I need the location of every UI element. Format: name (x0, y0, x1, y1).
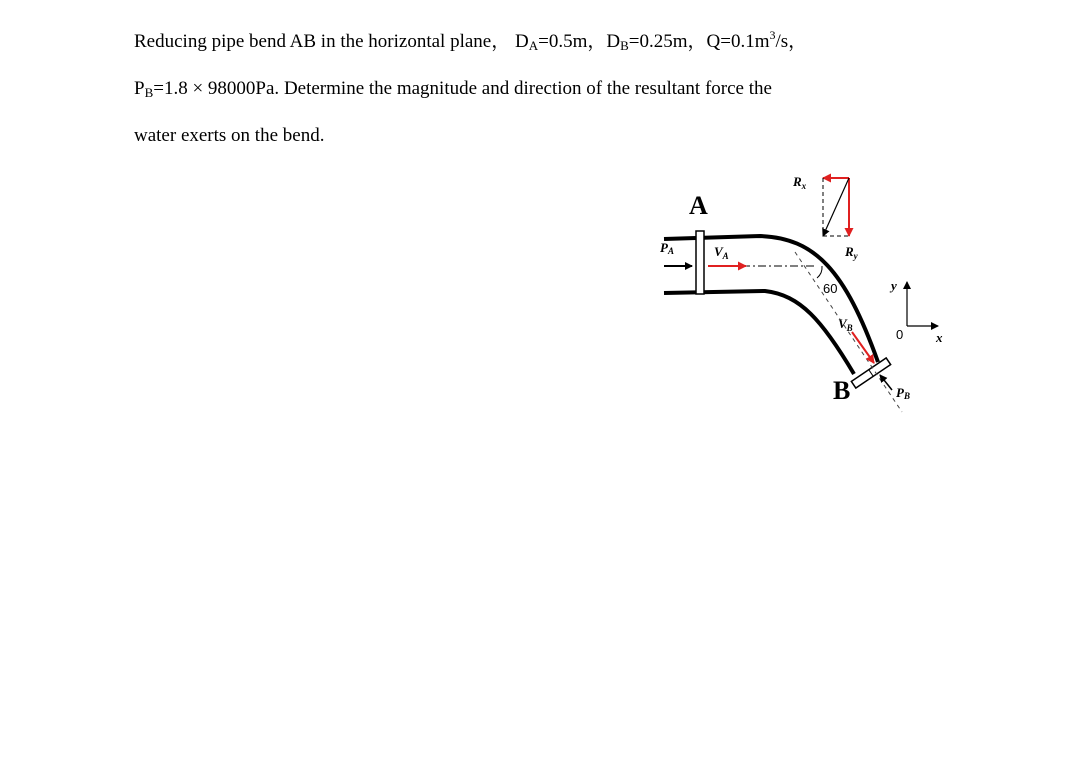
x-axis-label: x (936, 330, 943, 345)
pb-symbol: P (134, 78, 145, 99)
ry-label: $R_y$ (845, 244, 858, 261)
db-symbol: D (606, 31, 621, 52)
rx-label: $R_x$ (793, 174, 807, 191)
flange-a (696, 231, 704, 294)
problem-line-3: water exerts on the bend. (134, 125, 325, 146)
pb-label: PB (896, 385, 910, 401)
q-unit: /s， (775, 31, 808, 52)
intro-text: Reducing pipe bend AB in the horizontal plane (134, 31, 492, 52)
da-symbol: D (515, 31, 529, 52)
vb-label: $V_B$ (838, 316, 853, 333)
angle-label: 60 (823, 281, 838, 296)
pipe-bend-diagram (640, 160, 970, 420)
q-value: Q=0.1m (706, 31, 770, 52)
q-superscript: 3 (769, 28, 776, 42)
db-value: =0.25m， (628, 31, 707, 52)
problem-line-2 (134, 67, 934, 114)
label-a: A (689, 191, 708, 220)
pb-subscript: B (144, 85, 154, 100)
problem-statement (134, 14, 934, 157)
da-subscript: A (528, 38, 539, 53)
va-label: $V_A$ (714, 244, 729, 261)
pb-value: =1.8 × 98000Pa. (153, 78, 280, 99)
pipe-lower-wall (664, 291, 854, 374)
origin-label: 0 (896, 327, 904, 342)
y-axis-label: y (891, 278, 897, 293)
pa-label: PA (660, 240, 674, 256)
problem-line-1 (134, 14, 934, 67)
da-value: =0.5m， (538, 31, 607, 52)
resultant-arrow (823, 178, 849, 236)
comma: ， (491, 31, 511, 52)
db-subscript: B (620, 38, 629, 53)
angle-arc (817, 266, 822, 278)
question-text: Determine the magnitude and direction of the resultant force the (283, 78, 772, 99)
label-b: B (833, 376, 851, 405)
flange-b (851, 358, 890, 388)
pipe-bend-figure (640, 160, 970, 420)
